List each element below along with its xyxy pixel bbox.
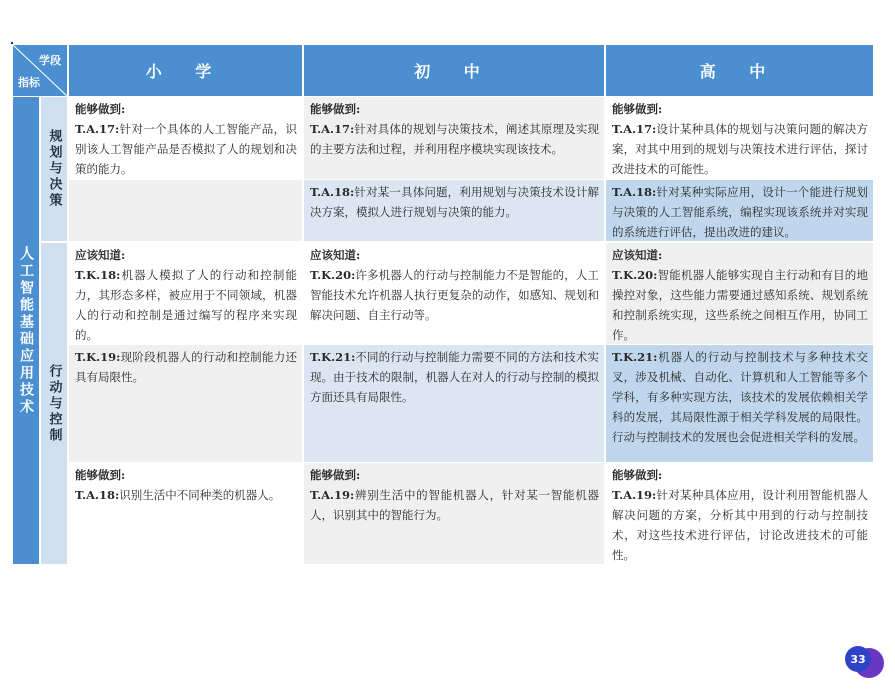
subcategory-label-action: 行动与控制 <box>46 363 62 444</box>
standard-code: T.K.20: <box>310 268 356 282</box>
standard-text: 机器人的行动与控制技术与多种技术交叉，涉及机械、自动化、计算机和人工智能等多个学科，有多种实现方法，该技术的发展依赖相关学科的发展，其局限性源于相关学科发展的局限性。行动与控制技术的发展也会促进相关学科的发展。 <box>612 350 868 444</box>
standard-text: 不同的行动与控制能力需要不同的方法和技术实现。由于技术的限制，机器人在对人的行动与控制的模拟方面还具有局限性。 <box>310 350 599 404</box>
cell-r4-senior <box>606 345 873 462</box>
corner-label-indicator: 指标 <box>18 76 40 89</box>
cell-heading: 应该知道: <box>75 248 126 262</box>
cell-r3-senior <box>606 243 873 344</box>
header-corner <box>13 45 67 96</box>
standard-code: T.A.19: <box>612 488 657 502</box>
standard-text: 识别生活中不同种类的机器人。 <box>119 488 281 502</box>
cell-heading: 能够做到: <box>75 468 126 482</box>
cell-r5-primary <box>69 463 302 564</box>
standard-code: T.K.20: <box>612 268 658 282</box>
category-ai-applied-tech <box>13 97 39 564</box>
subcategory-planning <box>41 97 67 241</box>
standard-code: T.A.18: <box>612 185 657 199</box>
cell-heading: 能够做到: <box>310 102 361 116</box>
subcategory-label-planning: 规划与决策 <box>46 129 62 209</box>
header-junior: 初 中 <box>304 45 604 96</box>
standard-text: 机器人模拟了人的行动和控制能力，其形态多样，被应用于不同领域，机器人的行动和控制是通过编写的程序来实现的。 <box>75 268 297 342</box>
cell-heading: 能够做到: <box>310 468 361 482</box>
corner-label-stage: 学段 <box>39 54 61 67</box>
standard-text: 针对某一具体问题，利用规划与决策技术设计解决方案，模拟人进行规划与决策的能力。 <box>310 185 599 219</box>
cell-r1-senior <box>606 97 873 179</box>
standard-text: 智能机器人能够实现自主行动和有目的地操控对象，这些能力需要通过感知系统、规划系统和控制系统实现，这些系统之间相互作用，协同工作。 <box>612 268 868 342</box>
header-primary: 小 学 <box>69 45 302 96</box>
cell-r2-primary-empty <box>69 180 302 241</box>
cell-heading: 能够做到: <box>75 102 126 116</box>
standard-text: 许多机器人的行动与控制能力不是智能的，人工智能技术允许机器人执行更复杂的动作，如感知、规划和解决问题、自主行动等。 <box>310 268 599 322</box>
corner-mark <box>11 42 13 44</box>
page-number: 33 <box>845 646 871 672</box>
standard-code: T.K.21: <box>612 350 658 364</box>
standard-text: 辨别生活中的智能机器人，针对某一智能机器人，识别其中的智能行为。 <box>310 488 599 522</box>
standard-text: 现阶段机器人的行动和控制能力还具有局限性。 <box>75 350 297 384</box>
standard-code: T.A.18: <box>310 185 355 199</box>
cell-r3-junior <box>304 243 604 344</box>
header-senior: 高 中 <box>606 45 873 96</box>
standard-code: T.K.18: <box>75 268 121 282</box>
standard-code: T.K.21: <box>310 350 356 364</box>
subcategory-action <box>41 243 67 564</box>
standard-code: T.A.17: <box>612 122 657 136</box>
standard-text: 针对具体的规划与决策技术，阐述其原理及实现的主要方法和过程，并利用程序模块实现该技术。 <box>310 122 599 156</box>
standard-code: T.A.17: <box>75 122 120 136</box>
cell-heading: 应该知道: <box>310 248 361 262</box>
cell-r4-junior <box>304 345 604 462</box>
cell-r4-primary <box>69 345 302 462</box>
standard-code: T.A.19: <box>310 488 355 502</box>
standard-code: T.K.19: <box>75 350 121 364</box>
cell-r1-junior <box>304 97 604 179</box>
cell-r5-senior <box>606 463 873 564</box>
standard-code: T.A.18: <box>75 488 120 502</box>
cell-r3-primary <box>69 243 302 344</box>
cell-r2-senior <box>606 180 873 241</box>
standard-text: 针对某种具体应用，设计利用智能机器人解决问题的方案，分析其中用到的行动与控制技术，对这些技术进行评估，讨论改进技术的可能性。 <box>612 488 868 562</box>
standard-text: 针对某种实际应用，设计一个能进行规划与决策的人工智能系统，编程实现该系统并对实现的系统进行评估，提出改进的建议。 <box>612 185 868 239</box>
cell-heading: 能够做到: <box>612 102 663 116</box>
category-label: 人工智能基础应用技术 <box>18 245 34 416</box>
standard-text: 针对一个具体的人工智能产品，识别该人工智能产品是否模拟了人的规划和决策的能力。 <box>75 122 297 176</box>
cell-heading: 应该知道: <box>612 248 663 262</box>
cell-heading: 能够做到: <box>612 468 663 482</box>
standard-code: T.A.17: <box>310 122 355 136</box>
cell-r2-junior <box>304 180 604 241</box>
cell-r5-junior <box>304 463 604 564</box>
standard-text: 设计某种具体的规划与决策问题的解决方案，对其中用到的规划与决策技术进行评估，探讨改进技术的可能性。 <box>612 122 868 176</box>
